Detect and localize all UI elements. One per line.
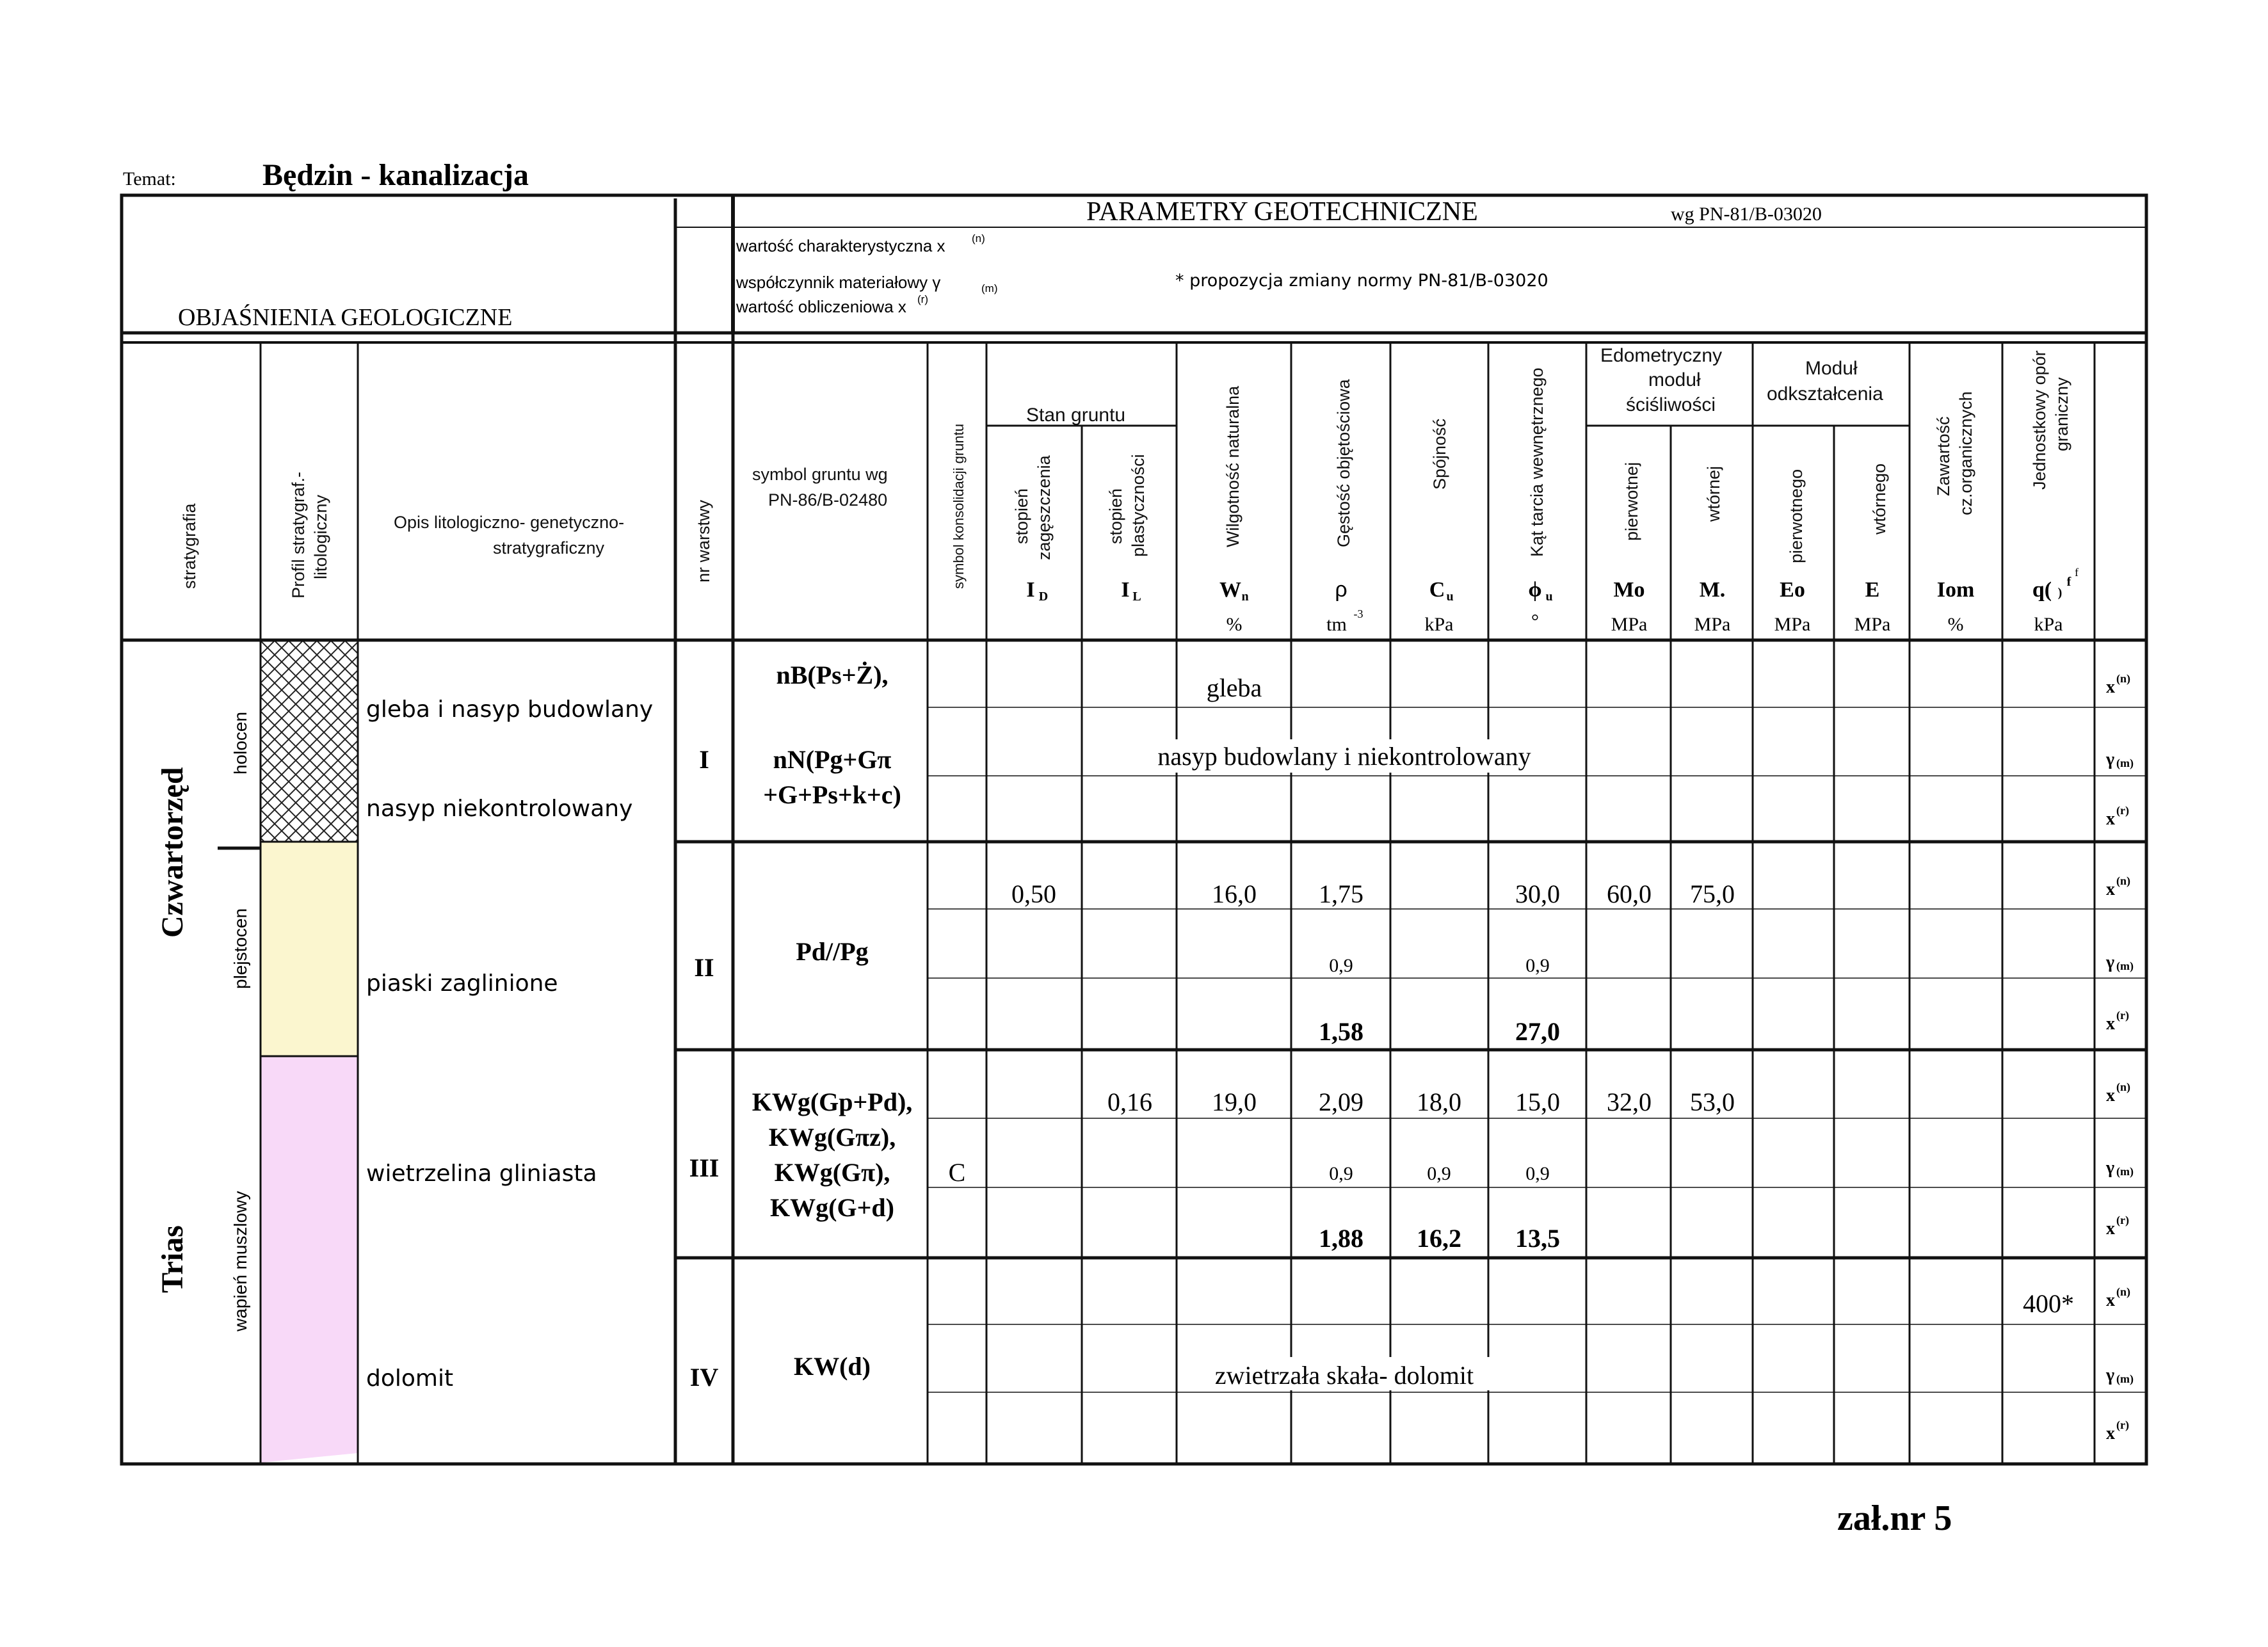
sym-m: M. <box>1699 578 1726 602</box>
profile-hatch-nasyp <box>261 640 358 842</box>
iii-m: 53,0 <box>1690 1088 1735 1116</box>
iii-rho-gm: 0,9 <box>1329 1163 1353 1184</box>
sym-id: I <box>1026 578 1035 602</box>
values-layer-ii <box>1011 880 1735 1046</box>
unit-wn: % <box>1226 614 1243 635</box>
unit-eo: MPa <box>1774 614 1811 635</box>
unit-rho: tm <box>1326 614 1347 635</box>
layer-nr-iv: IV <box>689 1363 719 1392</box>
unit-q: kPa <box>2034 614 2063 635</box>
symbol-iv: KW(d) <box>794 1352 871 1381</box>
ii-wn: 16,0 <box>1212 880 1257 908</box>
sym-mo: Mo <box>1613 578 1645 602</box>
legend <box>736 232 997 316</box>
values-layer-iii <box>949 1088 1735 1253</box>
col-stopien-zag-2: zagęszczenia <box>1034 455 1054 560</box>
col-pierwotnej: pierwotnej <box>1622 462 1641 541</box>
sym-cu-sub: u <box>1446 590 1454 604</box>
col-stan-gruntu: Stan gruntu <box>1026 405 1126 426</box>
lithology <box>366 696 653 1392</box>
note-gleba: gleba <box>1206 673 1262 702</box>
strat-holocen: holocen <box>230 711 250 775</box>
symbol-iii-1: KWg(Gp+Pd), <box>752 1088 913 1116</box>
col-konsolidacja: symbol konsolidacji gruntu <box>951 423 967 589</box>
col-edometr-1: Edometryczny <box>1600 345 1723 366</box>
iii-konsol: C <box>948 1158 966 1187</box>
col-profil-1: Profil stratygraf.- <box>289 471 308 599</box>
desc-gleba: gleba i nasyp budowlany <box>366 696 654 723</box>
rm-iii-m: γ <box>2106 1158 2115 1178</box>
legend-x-r-sup: (r) <box>917 293 928 305</box>
col-zawartosc-2: cz.organicznych <box>1956 391 1975 515</box>
unit-mo: MPa <box>1611 614 1648 635</box>
note-nasyp: nasyp budowlany i niekontrolowany <box>1157 742 1531 771</box>
rm-iv-m: γ <box>2106 1365 2115 1385</box>
rm-iv-n-sup: (n) <box>2116 1285 2130 1298</box>
iii-wn: 19,0 <box>1212 1088 1257 1116</box>
unit-phi: ° <box>1531 611 1539 632</box>
ii-phi-r: 27,0 <box>1515 1017 1560 1046</box>
sym-il-sub: L <box>1132 590 1141 604</box>
unit-iom: % <box>1947 614 1964 635</box>
rm-iv-r: x <box>2106 1424 2115 1443</box>
col-symbol-2: PN-86/B-02480 <box>768 490 888 510</box>
col-stopien-zag-1: stopień <box>1012 488 1031 544</box>
iii-phi: 15,0 <box>1515 1088 1560 1116</box>
profile-fill-wapien <box>261 1056 358 1463</box>
strat-czwartorzed: Czwartorzęd <box>156 767 189 938</box>
rm-ii-r: x <box>2106 1014 2115 1034</box>
col-opor-2: graniczny <box>2052 377 2071 451</box>
norm-proposal: * propozycja zmiany normy PN-81/B-03020 <box>1175 271 1548 291</box>
strat-trias: Trias <box>156 1225 189 1293</box>
rm-iii-r-sup: (r) <box>2116 1214 2129 1226</box>
desc-dolomit: dolomit <box>366 1365 454 1392</box>
col-profil-2: litologiczny <box>311 494 330 579</box>
ii-rho: 1,75 <box>1319 880 1363 908</box>
ii-id: 0,50 <box>1011 880 1056 908</box>
iii-cu: 18,0 <box>1417 1088 1461 1116</box>
row-markers <box>2105 672 2134 1443</box>
legend-x-n: wartość charakterystyczna x <box>736 236 945 255</box>
sub-stratigraphy <box>230 712 250 1332</box>
sym-phi-sub: u <box>1545 590 1553 604</box>
rm-ii-m: γ <box>2106 952 2115 972</box>
sym-cu: C <box>1429 578 1445 602</box>
col-symbol-1: symbol gruntu wg <box>752 465 888 484</box>
note-dolomit: zwietrzała skała- dolomit <box>1214 1361 1474 1390</box>
rm-iv-m-sub: (m) <box>2116 1372 2134 1385</box>
col-pierwotnego: pierwotnego <box>1787 469 1806 563</box>
desc-piaski: piaski zaglinione <box>366 970 558 997</box>
iii-rho-r: 1,88 <box>1319 1224 1363 1253</box>
unit-cu: kPa <box>1424 614 1454 635</box>
ii-phi-gm: 0,9 <box>1525 955 1550 976</box>
iii-phi-r: 13,5 <box>1515 1224 1560 1253</box>
iv-q: 400* <box>2023 1289 2074 1318</box>
legend-x-r: wartość obliczeniowa x <box>736 297 906 316</box>
col-modul-odk-2: odkształcenia <box>1767 383 1883 405</box>
rm-ii-n-sup: (n) <box>2116 874 2130 887</box>
symbol-ii: Pd//Pg <box>796 937 869 966</box>
sym-q-sub: ) <box>2057 586 2063 600</box>
iii-il: 0,16 <box>1107 1088 1152 1116</box>
layer-nr-iii: III <box>689 1153 720 1182</box>
sym-wn-sub: n <box>1241 590 1249 604</box>
strat-plejstocen: plejstocen <box>230 908 250 989</box>
stratigraphy <box>156 767 189 1293</box>
sym-wn: W <box>1219 578 1241 602</box>
rm-iv-n: x <box>2106 1290 2115 1310</box>
iii-cu-gm: 0,9 <box>1427 1163 1451 1184</box>
iii-phi-gm: 0,9 <box>1525 1163 1550 1184</box>
desc-nasyp: nasyp niekontrolowany <box>366 796 633 822</box>
col-stratygrafia: stratygrafia <box>180 503 199 589</box>
temat-label: Temat: <box>123 168 176 189</box>
col-stopien-pl-1: stopień <box>1106 488 1125 544</box>
ii-m: 75,0 <box>1690 880 1735 908</box>
sym-rho: ρ <box>1335 577 1347 602</box>
profile-fill-piaski <box>261 842 358 1056</box>
sym-q-bracket: f <box>2066 575 2071 589</box>
symbol-i-2: nN(Pg+Gπ <box>773 745 892 774</box>
col-modul-odk-1: Moduł <box>1805 358 1858 379</box>
symbols-row <box>1026 566 2079 604</box>
objasnienia-title: OBJAŚNIENIA GEOLOGICZNE <box>178 304 513 331</box>
col-wilgotnosc: Wilgotność naturalna <box>1223 385 1243 547</box>
strat-wapien: wapień muszlowy <box>230 1191 250 1331</box>
rm-i-n-sup: (n) <box>2116 672 2130 685</box>
sym-eo: Eo <box>1780 578 1805 602</box>
col-edometr-2: moduł <box>1648 369 1701 390</box>
col-wtornego: wtórnego <box>1870 463 1889 534</box>
rm-ii-m-sub: (m) <box>2116 960 2134 972</box>
rm-iv-r-sup: (r) <box>2116 1418 2129 1431</box>
unit-m: MPa <box>1694 614 1731 635</box>
col-zawartosc-1: Zawartość <box>1934 416 1953 496</box>
rm-i-r-sup: (r) <box>2116 804 2129 817</box>
units-row <box>1226 607 2063 635</box>
rm-iii-m-sub: (m) <box>2116 1165 2134 1178</box>
unit-rho-exp: -3 <box>1353 607 1363 620</box>
rm-i-r: x <box>2106 809 2115 829</box>
iii-mo: 32,0 <box>1607 1088 1652 1116</box>
rm-ii-n: x <box>2106 880 2115 899</box>
iii-rho: 2,09 <box>1319 1088 1363 1116</box>
col-wtornej: wtórnej <box>1704 465 1723 522</box>
sym-id-sub: D <box>1038 590 1049 604</box>
column-headers <box>180 345 2071 599</box>
attachment-number: zał.nr 5 <box>1837 1498 1952 1538</box>
col-spojnosc: Spójność <box>1430 418 1449 490</box>
rm-ii-r-sup: (r) <box>2116 1009 2129 1022</box>
soil-symbols <box>752 661 913 1381</box>
desc-wietrzelina: wietrzelina gliniasta <box>366 1161 597 1187</box>
sym-q-sup: f <box>2075 566 2079 579</box>
col-opis-2: stratygraficzny <box>493 538 605 558</box>
symbol-i-3: +G+Ps+k+c) <box>763 780 901 809</box>
ii-rho-r: 1,58 <box>1319 1017 1363 1046</box>
col-nr-warstwy: nr warstwy <box>694 499 713 582</box>
ii-mo: 60,0 <box>1607 880 1652 908</box>
iii-cu-r: 16,2 <box>1417 1224 1461 1253</box>
sym-iom: Iom <box>1936 578 1975 602</box>
rm-iii-r: x <box>2106 1219 2115 1239</box>
rm-i-n: x <box>2106 677 2115 697</box>
rm-iii-n-sup: (n) <box>2116 1081 2130 1093</box>
layer-nr-i: I <box>699 745 709 774</box>
symbol-iii-4: KWg(G+d) <box>770 1193 894 1222</box>
ii-phi: 30,0 <box>1515 880 1560 908</box>
sym-phi: ϕ <box>1528 578 1542 602</box>
layer-nr-ii: II <box>694 953 714 982</box>
legend-x-n-sup: (n) <box>972 232 985 245</box>
col-kat-tarcia: Kąt tarcia wewnętrznego <box>1527 367 1547 557</box>
rm-iii-n: x <box>2106 1086 2115 1105</box>
unit-e: MPa <box>1854 614 1891 635</box>
norm-reference: wg PN-81/B-03020 <box>1671 204 1822 225</box>
col-opor-1: Jednostkowy opór <box>2030 350 2049 490</box>
rm-i-m-sub: (m) <box>2116 757 2134 769</box>
rm-i-m: γ <box>2106 750 2115 769</box>
col-gestosc: Gęstość objętościowa <box>1334 379 1353 547</box>
ii-rho-gm: 0,9 <box>1329 955 1353 976</box>
symbol-i-1: nB(Ps+Ż), <box>776 661 889 689</box>
sym-e: E <box>1865 578 1880 602</box>
legend-gamma-m-sub: (m) <box>981 282 998 294</box>
parametry-title: PARAMETRY GEOTECHNICZNE <box>1086 197 1478 227</box>
sym-q: q( <box>2032 578 2052 602</box>
sym-il: I <box>1121 578 1130 602</box>
symbol-iii-2: KWg(Gπz), <box>768 1123 896 1152</box>
col-opis-1: Opis litologiczno- genetyczno- <box>394 513 625 532</box>
col-edometr-3: ściśliwości <box>1626 394 1716 415</box>
col-stopien-pl-2: plastyczności <box>1129 454 1148 557</box>
legend-gamma-m: współczynnik materiałowy γ <box>736 273 941 292</box>
symbol-iii-3: KWg(Gπ), <box>774 1158 890 1187</box>
temat-value: Będzin - kanalizacja <box>262 158 529 192</box>
